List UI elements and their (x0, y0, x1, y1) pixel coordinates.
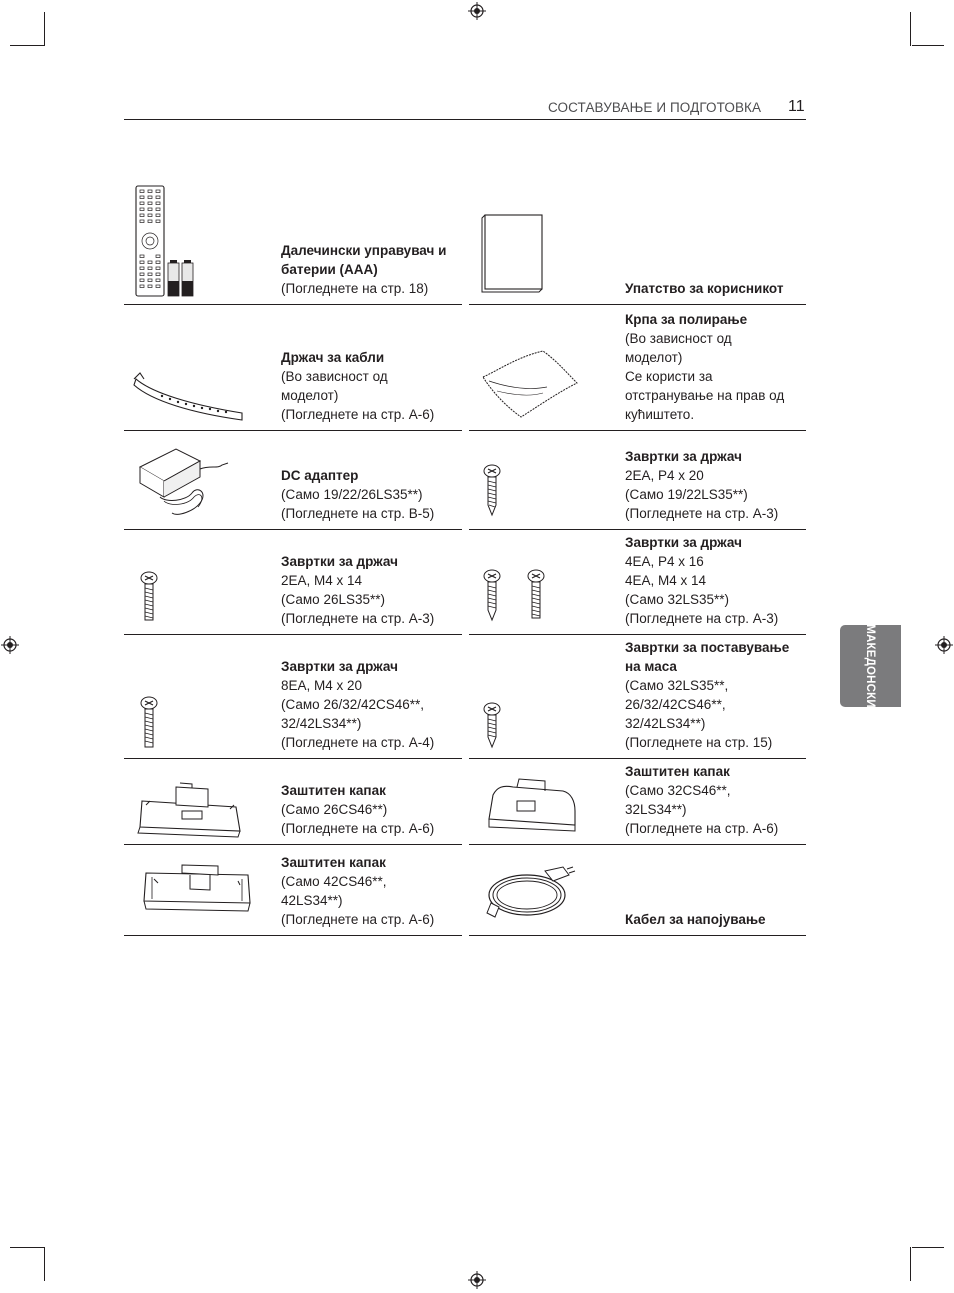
item-detail: 2EA, P4 x 20 (625, 468, 704, 483)
item-detail: (Погледнете на стр. 18) (281, 281, 429, 296)
screw-icon (483, 701, 501, 749)
item-remote (124, 180, 462, 305)
crop-mark (912, 45, 944, 46)
item-detail: 32/42LS34**) (281, 716, 362, 731)
item-cover-2 (469, 759, 806, 845)
item-detail: (Погледнете на стр. A-6) (281, 407, 435, 422)
item-title: Завртки за држач (281, 659, 398, 674)
item-detail: (Само 26LS35**) (281, 592, 385, 607)
item-screws-1 (469, 431, 806, 530)
screw-pair-icon (483, 568, 547, 622)
item-detail: 26/32/42CS46**, (625, 697, 726, 712)
item-title: Завртки за држач (625, 535, 742, 550)
registration-mark-icon (468, 1271, 486, 1289)
item-cover-1 (124, 759, 462, 845)
item-detail: (Погледнете на стр. 15) (625, 735, 773, 750)
item-detail: 42LS34**) (281, 893, 343, 908)
language-tab (840, 625, 901, 707)
crop-mark (44, 12, 45, 46)
item-title: Завртки за поставување на маса (625, 640, 790, 674)
crop-mark (910, 12, 911, 46)
item-detail: (Во зависност од (281, 369, 388, 384)
header-divider (124, 119, 806, 120)
item-detail: моделот) (281, 388, 339, 403)
protective-cover-icon (136, 781, 246, 839)
item-detail: 32LS34**) (625, 802, 687, 817)
protective-cover-icon (140, 859, 256, 915)
crop-mark (10, 1247, 44, 1248)
item-detail: 32/42LS34**) (625, 716, 706, 731)
item-screws-3 (469, 530, 806, 635)
item-detail: (Погледнете на стр. A-6) (281, 821, 435, 836)
item-detail: (Погледнете на стр. A-3) (281, 611, 435, 626)
item-detail: (Погледнете на стр. A-6) (281, 912, 435, 927)
registration-mark-icon (1, 636, 19, 654)
item-detail: (Само 32CS46**, (625, 783, 731, 798)
item-detail: (Погледнете на стр. A-3) (625, 506, 779, 521)
item-detail: (Погледнете на стр. B-5) (281, 506, 435, 521)
item-title: DC адаптер (281, 468, 359, 483)
item-title: Заштитен капак (281, 783, 386, 798)
item-detail: (Во зависност од (625, 331, 732, 346)
item-detail: (Само 19/22/26LS35**) (281, 487, 423, 502)
registration-mark-icon (468, 2, 486, 20)
item-screws-5 (469, 635, 806, 759)
item-title: Држач за кабли (281, 350, 385, 365)
item-title: Далечински управувач и батерии (AAA) (281, 243, 447, 277)
item-detail: 2EA, M4 x 14 (281, 573, 363, 588)
item-cover-3 (124, 845, 462, 936)
page-number: 11 (788, 98, 805, 115)
item-detail: (Само 32LS35**) (625, 592, 729, 607)
item-detail: кућиштето. (625, 407, 695, 422)
protective-cover-icon (483, 773, 581, 833)
power-cord-icon (483, 861, 579, 925)
item-title: Заштитен капак (625, 764, 730, 779)
item-cloth (469, 305, 806, 431)
registration-mark-icon (935, 636, 953, 654)
item-dc-adapter (124, 431, 462, 530)
item-detail: (Само 26/32/42CS46**, (281, 697, 425, 712)
dc-adapter-icon (136, 443, 236, 519)
item-title: Завртки за држач (281, 554, 398, 569)
item-detail: (Погледнете на стр. A-3) (625, 611, 779, 626)
item-screws-2 (124, 530, 462, 635)
item-detail: моделот) (625, 350, 683, 365)
item-detail: (Само 42CS46**, (281, 874, 387, 889)
crop-mark (912, 1247, 944, 1248)
crop-mark (44, 1247, 45, 1281)
crop-mark (10, 45, 44, 46)
item-detail: 4EA, M4 x 14 (625, 573, 707, 588)
item-title: Крпа за полирање (625, 312, 748, 327)
section-title: СОСТАВУВАЊЕ И ПОДГОТОВКА (548, 100, 762, 115)
screw-icon (483, 463, 501, 517)
screw-icon (140, 695, 158, 751)
screw-icon (140, 570, 158, 624)
item-detail: 8EA, M4 x 20 (281, 678, 363, 693)
item-title: Упатство за корисникот (625, 281, 784, 296)
item-detail: (Само 32LS35**, (625, 678, 729, 693)
item-detail: 4EA, P4 x 16 (625, 554, 704, 569)
item-detail: Се користи за (625, 369, 713, 384)
item-title: Кабел за напојување (625, 912, 766, 927)
item-screws-4 (124, 635, 462, 759)
language-tab-label: МАКЕДОНСКИ (864, 624, 876, 708)
item-title: Завртки за држач (625, 449, 742, 464)
crop-mark (910, 1247, 911, 1281)
item-title: Заштитен капак (281, 855, 386, 870)
item-manual (469, 180, 806, 305)
item-cable-holder (124, 305, 462, 431)
item-detail: (Погледнете на стр. A-4) (281, 735, 435, 750)
item-detail: (Погледнете на стр. A-6) (625, 821, 779, 836)
item-detail: (Само 19/22LS35**) (625, 487, 748, 502)
item-power-cord (469, 845, 806, 936)
cable-holder-icon (132, 365, 247, 425)
manual-icon (481, 214, 547, 296)
remote-batteries-icon (134, 185, 224, 297)
polishing-cloth-icon (477, 347, 581, 423)
item-detail: отстранување на прав од (625, 388, 785, 403)
item-detail: (Само 26CS46**) (281, 802, 388, 817)
